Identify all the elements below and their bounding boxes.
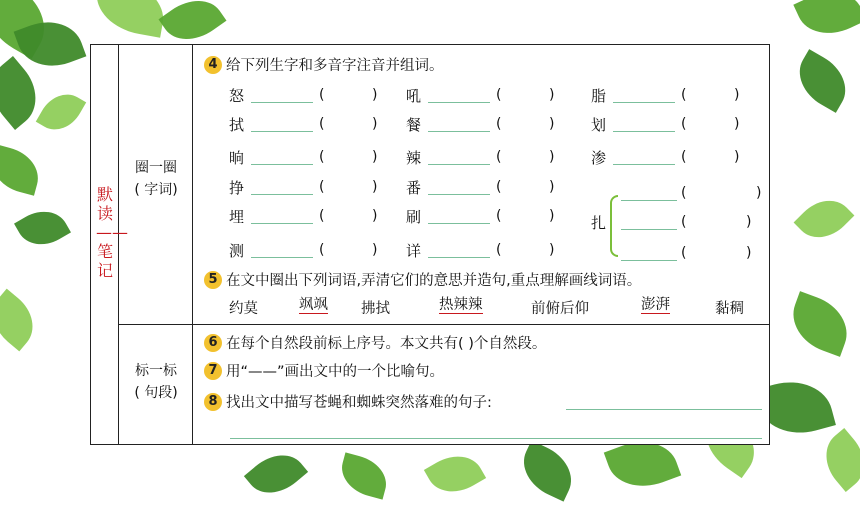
glyph-char: 怒 (229, 87, 245, 105)
paren-close: ) (372, 116, 378, 132)
paren-open: ( (681, 214, 687, 230)
leaf-decoration (814, 428, 860, 492)
leaf-decoration (336, 452, 392, 499)
paren-close: ) (372, 179, 378, 195)
leaf-decoration (784, 291, 857, 357)
paren-close: ) (372, 208, 378, 224)
glyph-char: 划 (591, 116, 607, 134)
pinyin-blank[interactable] (428, 223, 490, 224)
glyph-char: 吼 (406, 87, 422, 105)
pinyin-blank[interactable] (251, 164, 313, 165)
paren-close: ) (734, 87, 740, 103)
glyph-char: 详 (406, 242, 422, 260)
vocab-word: 澎湃 (641, 297, 670, 313)
row-label-mark (119, 360, 193, 404)
pinyin-blank[interactable] (428, 194, 490, 195)
task-number-badge: 5 (204, 271, 222, 289)
brace-icon (610, 195, 618, 257)
glyph-char: 刷 (406, 208, 422, 226)
paren-close: ) (756, 185, 762, 201)
task-text: 用“——”画出文中的一个比喻句。 (226, 364, 445, 380)
vocab-word: 约莫 (229, 301, 258, 317)
task-number-badge: 8 (204, 393, 222, 411)
paren-close: ) (549, 208, 555, 224)
paren-close: ) (549, 179, 555, 195)
pinyin-blank[interactable] (251, 257, 313, 258)
leaf-decoration (514, 440, 582, 501)
pinyin-blank[interactable] (613, 131, 675, 132)
task-7 (204, 360, 444, 381)
pinyin-blank[interactable] (621, 260, 677, 261)
paren-close: ) (549, 87, 555, 103)
leaf-decoration (244, 443, 308, 505)
task-number-badge: 6 (204, 334, 222, 352)
paren-open: ( (496, 87, 502, 103)
task-text: 在文中圈出下列词语,弄清它们的意思并造句,重点理解画线词语。 (226, 273, 642, 289)
pinyin-blank[interactable] (621, 200, 677, 201)
paren-open: ( (496, 116, 502, 132)
label-column (119, 45, 193, 444)
row-label-line2: ( 句段) (134, 385, 178, 401)
vocab-word: 飒飒 (299, 297, 328, 313)
pinyin-blank[interactable] (428, 102, 490, 103)
worksheet-table (90, 44, 770, 445)
leaf-decoration (14, 201, 71, 255)
leaf-decoration (0, 144, 44, 196)
leaf-decoration (0, 289, 45, 352)
task-5 (204, 269, 641, 290)
paren-close: ) (549, 116, 555, 132)
glyph-char: 拭 (229, 116, 245, 134)
paren-close: ) (746, 214, 752, 230)
answer-line[interactable] (230, 438, 762, 439)
glyph-char: 辣 (406, 149, 422, 167)
row-label-line2: ( 字词) (134, 182, 178, 198)
paren-open: ( (496, 149, 502, 165)
task-text: 找出文中描写苍蝇和蜘蛛突然落难的句子: (226, 395, 492, 411)
paren-close: ) (372, 87, 378, 103)
leaf-decoration (794, 189, 855, 250)
glyph-char: 脂 (591, 87, 607, 105)
paren-close: ) (734, 116, 740, 132)
task-6 (204, 332, 546, 353)
paren-close: ) (549, 149, 555, 165)
paren-open: ( (319, 87, 325, 103)
pinyin-blank[interactable] (613, 164, 675, 165)
paren-open: ( (681, 149, 687, 165)
row-label-line1: 圈一圈 (135, 160, 177, 176)
vocab-word: 热辣辣 (439, 297, 483, 313)
paren-open: ( (681, 185, 687, 201)
vocab-word: 黏稠 (715, 301, 744, 317)
task-8 (204, 391, 492, 412)
leaf-decoration (788, 49, 857, 113)
pinyin-blank[interactable] (251, 223, 313, 224)
pinyin-blank[interactable] (428, 257, 490, 258)
vocab-word: 拂拭 (361, 301, 390, 317)
section-column (91, 45, 128, 444)
leaf-decoration (424, 445, 486, 503)
task-text: 给下列生字和多音字注音并组词。 (226, 58, 444, 74)
paren-open: ( (681, 116, 687, 132)
pinyin-blank[interactable] (251, 102, 313, 103)
task-text: 在每个自然段前标上序号。本文共有( )个自然段。 (226, 336, 547, 352)
paren-close: ) (372, 149, 378, 165)
pinyin-blank[interactable] (613, 102, 675, 103)
paren-open: ( (319, 208, 325, 224)
pinyin-blank[interactable] (251, 194, 313, 195)
glyph-char: 渗 (591, 149, 607, 167)
glyph-char: 晌 (229, 149, 245, 167)
answer-line[interactable] (566, 409, 762, 410)
paren-open: ( (681, 245, 687, 261)
glyph-char: 挣 (229, 179, 245, 197)
pinyin-blank[interactable] (621, 229, 677, 230)
paren-open: ( (319, 242, 325, 258)
pinyin-blank[interactable] (428, 164, 490, 165)
task-number-badge: 4 (204, 56, 222, 74)
paren-open: ( (496, 179, 502, 195)
task-4 (204, 54, 444, 75)
paren-open: ( (319, 149, 325, 165)
paren-close: ) (746, 245, 752, 261)
glyph-char: 埋 (229, 208, 245, 226)
paren-close: ) (734, 149, 740, 165)
glyph-char: 餐 (406, 116, 422, 134)
paren-open: ( (319, 116, 325, 132)
leaf-decoration (36, 85, 86, 138)
paren-open: ( (319, 179, 325, 195)
paren-open: ( (496, 242, 502, 258)
paren-close: ) (549, 242, 555, 258)
paren-open: ( (681, 87, 687, 103)
paren-close: ) (372, 242, 378, 258)
pinyin-blank[interactable] (251, 131, 313, 132)
vocab-word: 前俯后仰 (531, 301, 589, 317)
row-label-circle (119, 157, 193, 201)
content-area (194, 45, 769, 444)
paren-open: ( (496, 208, 502, 224)
glyph-char: 番 (406, 179, 422, 197)
row-label-line1: 标一标 (135, 363, 177, 379)
glyph-char: 测 (229, 242, 245, 260)
leaf-decoration (793, 0, 860, 46)
pinyin-blank[interactable] (428, 131, 490, 132)
section-title: 默读——笔记 (96, 185, 128, 280)
task-number-badge: 7 (204, 362, 222, 380)
polyphonic-char: 扎 (591, 214, 607, 232)
